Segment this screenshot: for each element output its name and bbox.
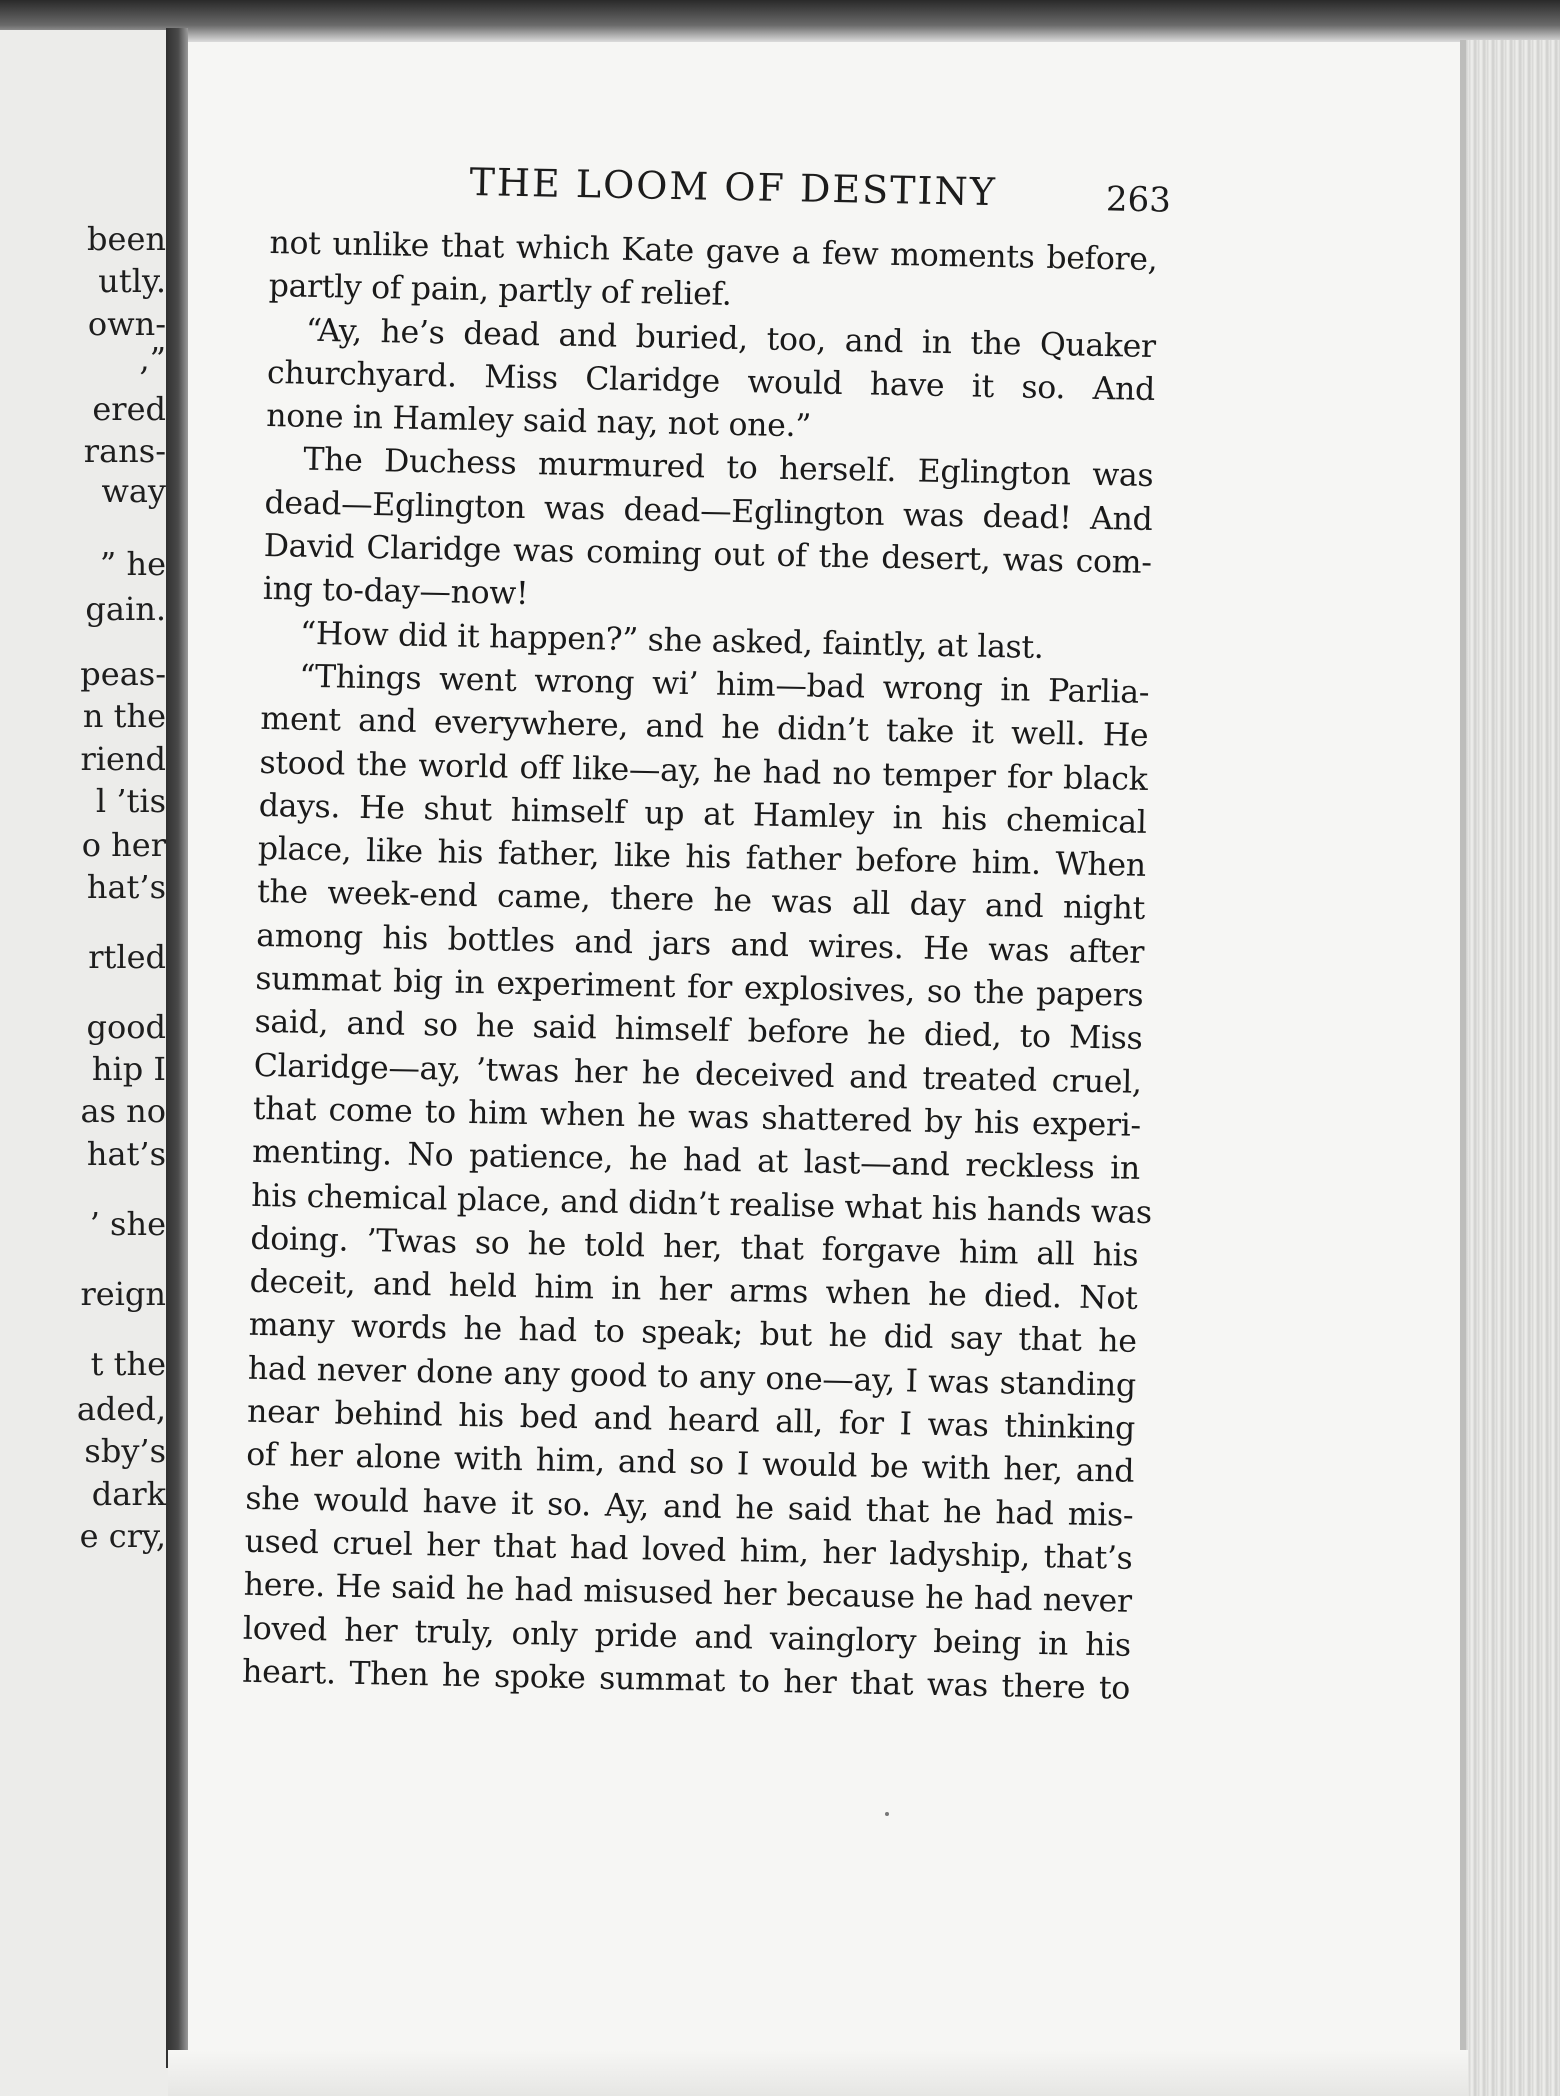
text-line: “Things went wrong wi’ him—bad wrong in Parlia- xyxy=(298,658,1150,711)
text-line: days. He shut himself up at Hamley in his chemical xyxy=(258,787,1147,841)
left-page-fragment: aded, xyxy=(76,1390,166,1428)
left-page-fragment: ’ she xyxy=(89,1205,166,1243)
text-line: not unlike that which Kate gave a few moments before, xyxy=(269,224,1158,279)
left-page-fragment: utly. xyxy=(98,262,166,300)
text-line: dead—Eglington was dead—Eglington was dead! And xyxy=(264,484,1153,538)
text-line: said, and so he said himself before he died, to Miss xyxy=(254,1004,1143,1058)
left-page-fragment: been xyxy=(87,220,166,258)
text-line: none in Hamley said nay, not one.” xyxy=(265,398,812,445)
left-page-fragment: as no xyxy=(80,1092,166,1130)
left-page-fragment: sby’s xyxy=(84,1432,166,1470)
book-gutter xyxy=(166,28,188,2068)
text-line: that come to him when he was shattered by his experi- xyxy=(252,1090,1142,1144)
left-page-fragment: rans- xyxy=(83,432,166,470)
text-line: Claridge—ay, ’twas her he deceived and treated cruel, xyxy=(253,1047,1142,1101)
text-line: “Ay, he’s dead and buried, too, and in the Quaker xyxy=(305,312,1157,365)
text-line: had never done any good to any one—ay, I was standing xyxy=(247,1350,1137,1404)
text-line: doing. ’Twas so he told her, that forgave him all his xyxy=(250,1220,1139,1274)
text-line: stood the world off like—ay, he had no temper for black xyxy=(259,744,1148,798)
text-line: near behind his bed and heard all, for I was thinking xyxy=(246,1393,1136,1447)
left-page-fragment: reign xyxy=(80,1275,166,1313)
left-page-fragment: hat’s xyxy=(86,1135,166,1173)
page-bottom-shade xyxy=(168,2050,1468,2096)
left-page-fragment: ” he xyxy=(99,545,166,583)
text-line: heart. Then he spoke summat to her that was there to xyxy=(241,1653,1131,1707)
text-line: place, like his father, like his father before him. When xyxy=(257,831,1147,885)
left-page-fragment: hip I xyxy=(91,1050,166,1088)
text-line: “How did it happen?” she asked, faintly, at last. xyxy=(299,615,1044,666)
text-line: here. He said he had misused her because he had never xyxy=(243,1566,1133,1620)
page-edges xyxy=(1460,40,1560,2096)
left-page-edge xyxy=(0,30,168,2096)
text-line: deceit, and held him in her arms when he died. Not xyxy=(249,1263,1138,1317)
text-line: the week-end came, there he was all day and night xyxy=(256,874,1146,928)
text-line: used cruel her that had loved him, her ladyship, that’s xyxy=(244,1523,1133,1577)
text-line: of her alone with him, and so I would be with her, and xyxy=(245,1437,1135,1491)
left-page-fragment: rtled xyxy=(88,938,166,976)
text-line: ment and everywhere, and he didn’t take it well. He xyxy=(260,701,1149,755)
text-line: many words he had to speak; but he did say that he xyxy=(248,1307,1137,1361)
body-text xyxy=(242,222,1158,1711)
left-page-fragment: way xyxy=(101,472,166,510)
text-line: among his bottles and jars and wires. He was after xyxy=(255,917,1145,971)
left-page-fragment: ered xyxy=(92,390,166,428)
left-page-fragment: t the xyxy=(90,1345,166,1383)
text-line: his chemical place, and didn’t realise what his hands was xyxy=(250,1177,1153,1231)
left-page-fragment: o her xyxy=(81,826,166,864)
left-page-fragment: own- xyxy=(87,305,166,343)
text-line: churchyard. Miss Claridge would have it so. And xyxy=(266,354,1156,408)
left-page-fragment: e cry, xyxy=(79,1517,166,1555)
page-number: 263 xyxy=(1105,179,1172,221)
left-page-fragment: hat’s xyxy=(86,868,166,906)
text-line: ing to-day—now! xyxy=(262,571,529,613)
left-page-fragment: dark xyxy=(91,1475,166,1513)
text-line: menting. No patience, he had at last—and reckless in xyxy=(251,1134,1141,1188)
left-page-fragment: good xyxy=(86,1008,166,1046)
text-line: The Duchess murmured to herself. Eglington was xyxy=(303,442,1154,495)
left-page-fragment: n the xyxy=(82,697,166,735)
left-page-fragment: l ’tis xyxy=(95,782,166,820)
paper-speck xyxy=(885,1812,889,1816)
running-title: THE LOOM OF DESTINY xyxy=(469,160,998,215)
left-page-fragment: gain. xyxy=(85,590,166,628)
text-line: summat big in experiment for explosives, so the papers xyxy=(255,960,1144,1014)
text-line: David Claridge was coming out of the desert, was com- xyxy=(263,528,1152,582)
left-page-fragment: peas- xyxy=(80,655,166,693)
left-page-fragment: ,” xyxy=(139,340,166,378)
text-line: partly of pain, partly of relief. xyxy=(268,268,732,314)
left-page-fragment: riend xyxy=(80,740,166,778)
text-line: loved her truly, only pride and vainglory being in his xyxy=(242,1610,1132,1664)
scanner-top-shadow xyxy=(0,0,1560,42)
text-line: she would have it so. Ay, and he said that he had mis- xyxy=(245,1480,1134,1534)
